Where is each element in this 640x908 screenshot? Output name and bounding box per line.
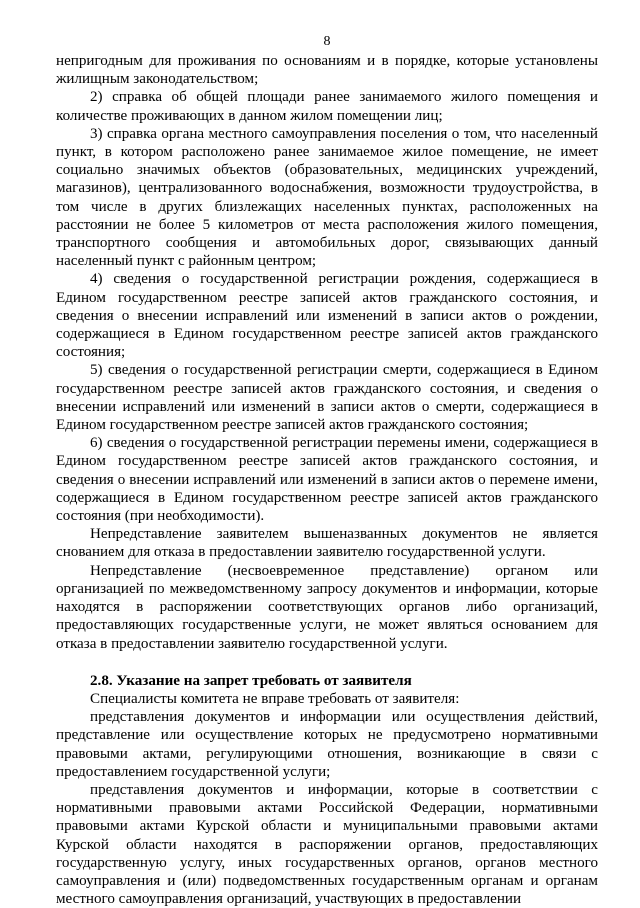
paragraph: Непредставление заявителем вышеназванных документов не является снованием для отказа в предоставлении заявителю государственной услуги. bbox=[56, 526, 598, 561]
paragraph: Специалисты комитета не вправе требовать от заявителя: bbox=[90, 690, 460, 707]
page-number: 8 bbox=[323, 34, 331, 49]
section-heading: 2.8. Указание на запрет требовать от заявителя bbox=[90, 672, 412, 689]
paragraph: Непредставление (несвоевременное представление) органом или организацией по межведомственному запросу документов и информации, которые находятся в распоряжении соответствующих органов либо организаций, предоставляющих государственные услуги, не может являться основанием для отказа в предоставлении заявителю государственной услуги. bbox=[56, 562, 598, 652]
paragraph: 4) сведения о государственной регистрации рождения, содержащиеся в Едином государственном реестре записей актов гражданского состояния, и сведения о внесении исправлений или изменений в записи актов о рождении, содержащиеся в Едином государственном реестре записей актов гражданского состояния; bbox=[56, 271, 598, 361]
paragraph: представления документов и информации или осуществления действий, представление или осуществление которых не предусмотрено нормативными правовыми актами, регулирующими отношения, возникающие в связи с предоставлением государственной услуги; bbox=[56, 709, 598, 780]
paragraph: 2) справка об общей площади ранее занимаемого жилого помещения и количестве проживающих в данном жилом помещении лиц; bbox=[56, 89, 598, 124]
paragraph: 5) сведения о государственной регистрации смерти, содержащиеся в Едином государственном реестре записей актов гражданского состояния, и сведения о внесении исправлений или изменений в записи актов о смерти, содержащиеся в Едином государственном реестре записей актов гражданского состояния; bbox=[56, 362, 598, 434]
paragraph: 3) справка органа местного самоуправления поселения о том, что населенный пункт, в котором расположено ранее занимаемое жилое помещение, не имеет социально значимых объектов (образовательных, медицинских учреждений, магазинов), централизованного водоснабжения, возможности трудоустройства, в том числе в других близлежащих населенных пунктах, расположенных на расстоянии не более 5 километров от места расположения жилого помещения, транспортного сообщения и автомобильных дорог, связывающих данный населенный пункт с районным центром; bbox=[56, 125, 598, 270]
paragraph: непригодным для проживания по основаниям и в порядке, которые установлены жилищным законодательством; bbox=[56, 53, 598, 88]
paragraph: 6) сведения о государственной регистрации перемены имени, содержащиеся в Едином государственном реестре записей актов гражданского состояния, и сведения о внесении исправлений или изменений в записи актов о перемене имени, содержащиеся в Едином государственном реестре записей актов гражданского состояния (при необходимости). bbox=[56, 435, 598, 525]
paragraph: представления документов и информации, которые в соответствии с нормативными правовыми актами Российской Федерации, нормативными правовыми актами Курской области и муниципальными правовыми актами Курской области находятся в распоряжении органов, предоставляющих государственную услугу, иных государственных органов, органов местного самоуправления и (или) подведомственных государственным органам и органам местного самоуправления организаций, участвующих в предоставлении bbox=[56, 781, 598, 908]
